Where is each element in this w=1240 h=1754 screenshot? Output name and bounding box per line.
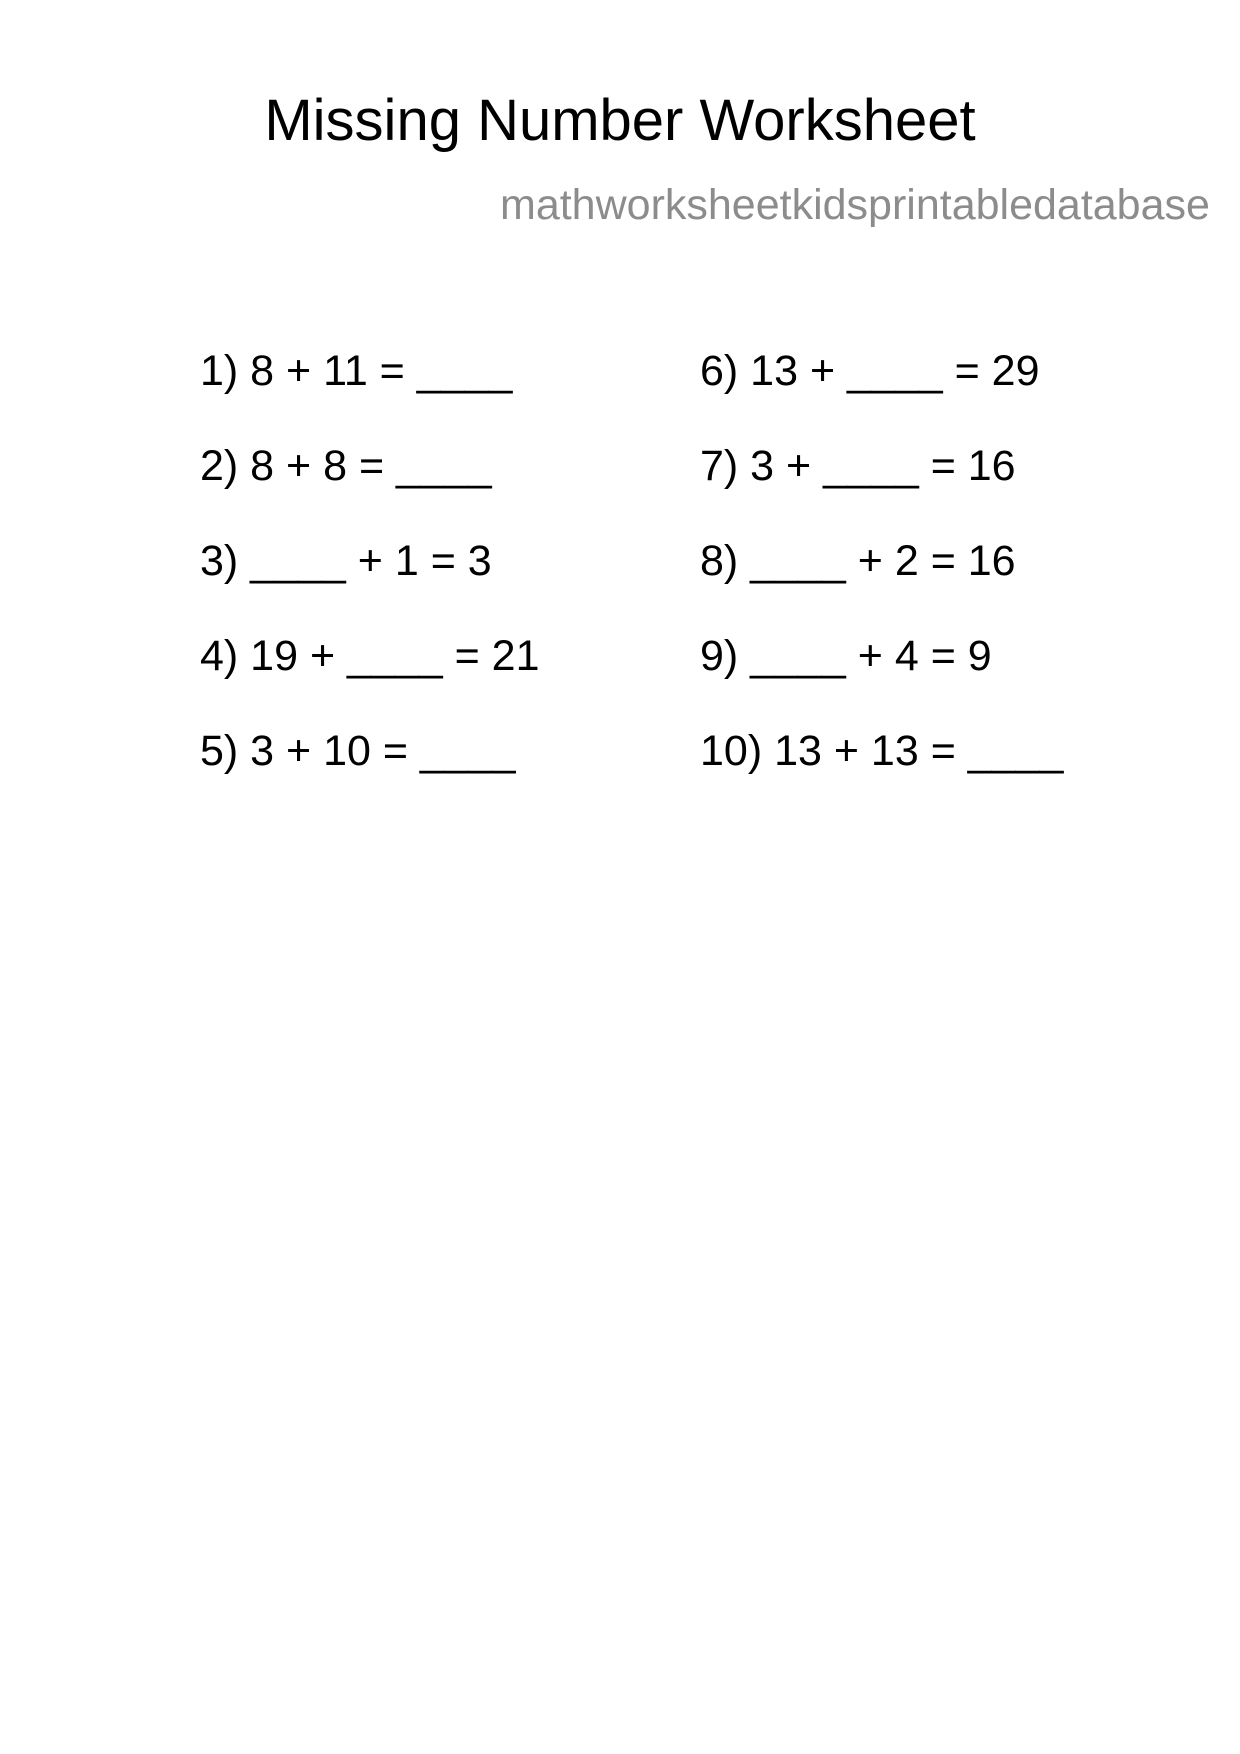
problem-8: 8) ____ + 2 = 16 xyxy=(700,537,1016,585)
problem-5: 5) 3 + 10 = ____ xyxy=(200,727,516,775)
problem-2: 2) 8 + 8 = ____ xyxy=(200,442,492,490)
problem-3: 3) ____ + 1 = 3 xyxy=(200,537,492,585)
problem-7: 7) 3 + ____ = 16 xyxy=(700,442,1016,490)
problem-6: 6) 13 + ____ = 29 xyxy=(700,347,1040,395)
problem-4: 4) 19 + ____ = 21 xyxy=(200,632,540,680)
worksheet-title: Missing Number Worksheet xyxy=(264,88,976,153)
problem-9: 9) ____ + 4 = 9 xyxy=(700,632,992,680)
problem-10: 10) 13 + 13 = ____ xyxy=(700,727,1064,775)
problem-list xyxy=(200,347,1100,830)
problem-1: 1) 8 + 11 = ____ xyxy=(200,347,513,395)
site-watermark: mathworksheetkidsprintabledatabase xyxy=(500,184,1210,227)
